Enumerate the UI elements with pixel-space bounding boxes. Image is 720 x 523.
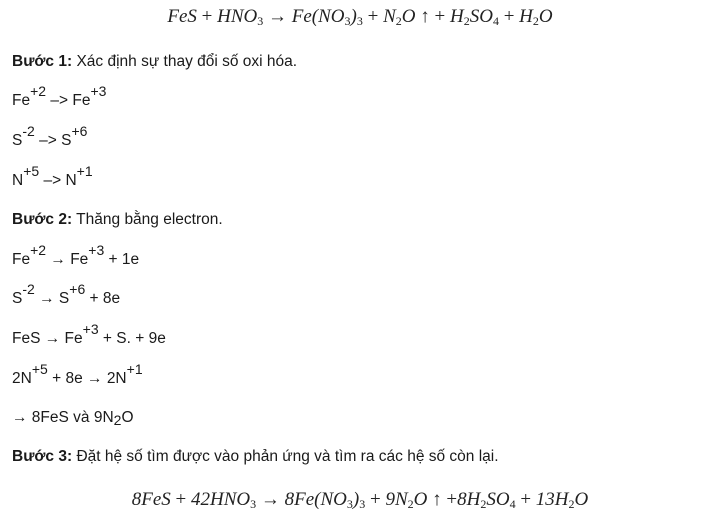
step1-n-change: N+5 –> N+1 [12,163,93,189]
step2-fe-balance: Fe+2 → Fe+3 + 1e [12,242,140,268]
step2-s-balance: S-2 → S+6 + 8e [12,281,121,307]
top-equation: FeS + $HNO_3 \to Fe(NO_3)_3 + N_2O$ ↑ + $H_2SO_4 + H_2O$ [167,6,553,28]
step2-fes-balance: FeS → Fe+3 + S. + 9e [12,321,166,347]
step2-n-balance: 2N+5 + 8e → 2N+1 [12,361,143,387]
balanced-equation: $8FeS + 42HNO_3 \to 8Fe(NO_3)_3 + 9N_2O$ ↑ $+8H_2SO_4 + 13H_2O$ [131,489,589,511]
step1-s-change: S-2 –> S+6 [12,123,88,149]
step3-heading: Bước 3: Đặt hệ số tìm được vào phản ứng và tìm ra các hệ số còn lại. [12,448,499,465]
step2-result: → 8FeS và 9N2O [12,409,134,428]
step1-fe-change: Fe+2 –> Fe+3 [12,83,107,109]
step1-heading: Bước 1: Xác định sự thay đổi số oxi hóa. [12,53,298,70]
step2-heading: Bước 2: Thăng bằng electron. [12,211,223,228]
